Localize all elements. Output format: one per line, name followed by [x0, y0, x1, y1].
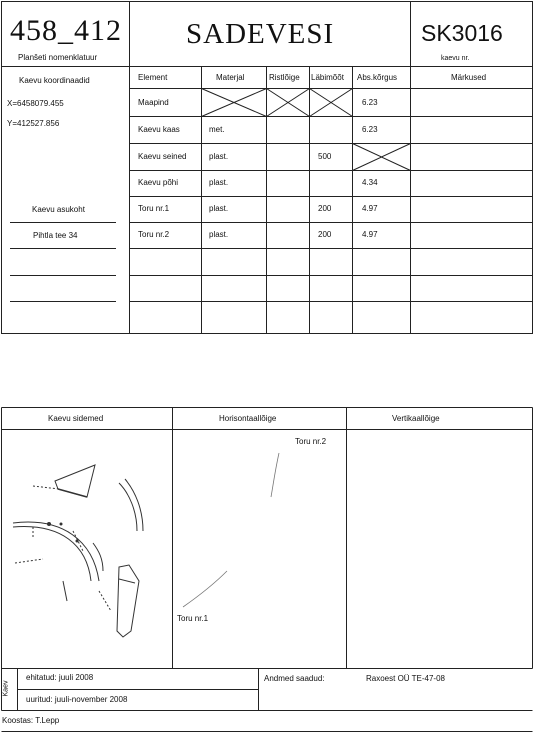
horizontal-section-title: Horisontaallõige — [219, 414, 277, 423]
col-header-elevation: Abs.kõrgus — [357, 73, 398, 82]
cell-diameter: 200 — [318, 204, 332, 213]
col-header-notes: Märkused — [451, 73, 487, 82]
sheet-caption: Planšeti nomenklatuur — [18, 53, 98, 62]
cell-material: met. — [209, 125, 225, 134]
cell-material: plast. — [209, 152, 229, 161]
cell-element: Toru nr.1 — [138, 204, 170, 213]
cell-material: plast. — [209, 178, 229, 187]
well-side-label: Kaev — [2, 680, 10, 697]
ties-title: Kaevu sidemed — [48, 414, 104, 423]
data-source: Raxoest OÜ TE-47-08 — [366, 674, 445, 683]
cell-elevation: 6.23 — [362, 125, 378, 134]
cell-elevation: 4.97 — [362, 204, 378, 213]
sheet-number: 458_412 — [10, 14, 122, 47]
author: Koostas: T.Lepp — [2, 716, 60, 725]
cell-diameter: 200 — [318, 230, 332, 239]
location-title: Kaevu asukoht — [32, 205, 85, 214]
col-header-cross-section: Ristlõige — [269, 73, 300, 82]
built-date: ehitatud: juuli 2008 — [26, 673, 94, 682]
col-header-element: Element — [138, 73, 168, 82]
drawing-title: SADEVESI — [186, 18, 335, 50]
pipe-1-label: Toru nr.1 — [177, 614, 209, 623]
well-ties-sketch — [3, 431, 171, 667]
well-id: SK3016 — [421, 20, 503, 46]
col-header-diameter: Läbimõõt — [311, 73, 344, 82]
cell-element: Maapind — [138, 98, 169, 107]
coord-x: X=6458079.455 — [7, 99, 64, 108]
cell-elevation: 6.23 — [362, 98, 378, 107]
cell-diameter: 500 — [318, 152, 332, 161]
coords-title: Kaevu koordinaadid — [19, 76, 90, 85]
cell-elevation: 4.34 — [362, 178, 378, 187]
horizontal-section-sketch — [173, 431, 345, 667]
surveyed-date: uuritud: juuli-november 2008 — [26, 695, 128, 704]
pipe-2-label: Toru nr.2 — [295, 437, 327, 446]
vertical-section-title: Vertikaallõige — [392, 414, 440, 423]
cell-element: Kaevu seined — [138, 152, 187, 161]
cell-material: plast. — [209, 230, 229, 239]
col-header-material: Materjal — [216, 73, 245, 82]
cell-material: plast. — [209, 204, 229, 213]
cell-elevation: 4.97 — [362, 230, 378, 239]
cell-element: Toru nr.2 — [138, 230, 170, 239]
cell-element: Kaevu põhi — [138, 178, 179, 187]
data-source-label: Andmed saadud: — [264, 674, 325, 683]
address: Pihtla tee 34 — [33, 231, 78, 240]
coord-y: Y=412527.856 — [7, 119, 60, 128]
cell-element: Kaevu kaas — [138, 125, 180, 134]
well-caption: kaevu nr. — [441, 55, 470, 62]
